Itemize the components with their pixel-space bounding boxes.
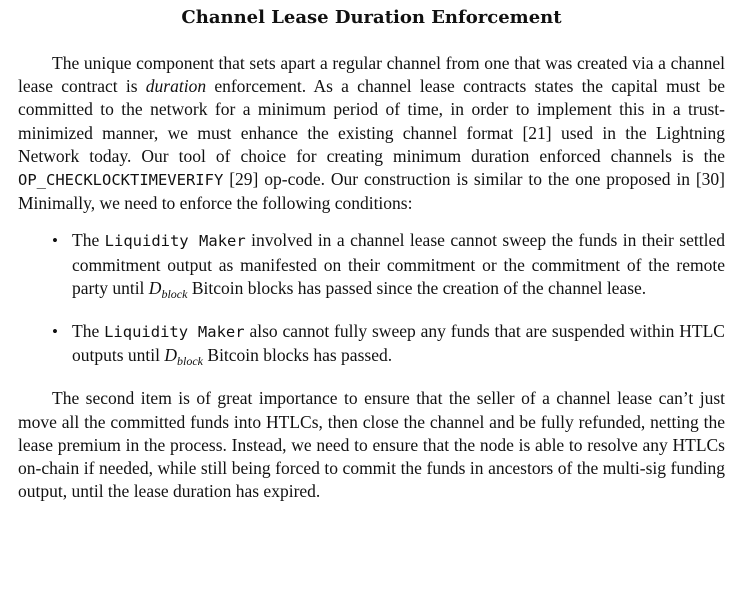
duration-subscript: block	[177, 354, 204, 369]
bullet-text: also cannot fully sweep any funds that are suspended within HTLC outputs until	[72, 321, 725, 366]
bullet-text: Bitcoin blocks has passed.	[203, 345, 393, 366]
list-item	[52, 229, 725, 306]
bullet-icon: •	[52, 322, 58, 342]
closing-paragraph: The second item is of great importance to ensure that the seller of a channel lease can’t just move all the committed funds into HTLCs, then close the channel and be fully refunded, netting the lease premium in the process. Instead, we need to ensure that the node is able to resolve any HTLCs on-chain if needed, while still being forced to commit the funds in ancestors of the multi-sig funding output, until the lease duration has expired.	[18, 388, 725, 502]
role-name: Liquidity Maker	[104, 323, 245, 342]
role-name: Liquidity Maker	[104, 232, 246, 251]
intro-text-3: [29] op-code. Our construction is similar to the one proposed in [30] Minimally, we need to enforce the following conditions:	[18, 169, 725, 214]
conditions-list	[18, 229, 725, 373]
opcode-name: OP_CHECKLOCKTIMEVERIFY	[18, 171, 224, 190]
duration-letter: D	[164, 345, 178, 366]
duration-symbol	[148, 277, 188, 301]
duration-symbol	[164, 345, 204, 369]
section-title: Channel Lease Duration Enforcement	[181, 7, 562, 28]
intro-text-2: enforcement. As a channel lease contracts states the capital must be committed to the network for a minimum period of time, in order to implement this in a trust-minimized manner, we must enhance the existing channel format [21] used in the Lightning Network today. Our tool of choice for creating minimum duration enforced channels is the	[18, 76, 725, 166]
bullet-text: The	[72, 230, 105, 251]
bullet-text: The	[72, 321, 105, 342]
bullet-text: Bitcoin blocks has passed since the creation of the channel lease.	[187, 277, 647, 298]
duration-subscript: block	[161, 286, 188, 301]
intro-text-1: The unique component that sets apart a regular channel from one that was created via a channel lease contract is	[18, 53, 725, 97]
duration-letter: D	[148, 277, 162, 298]
list-item	[52, 320, 725, 373]
intro-paragraph	[18, 52, 725, 215]
intro-emphasis: duration	[145, 76, 207, 97]
bullet-text: involved in a channel lease cannot sweep the funds in their settled commitment output as manifested on their commitment or the commitment of the remote party until	[72, 230, 725, 298]
bullet-icon: •	[52, 231, 58, 251]
document-page	[18, 0, 725, 503]
